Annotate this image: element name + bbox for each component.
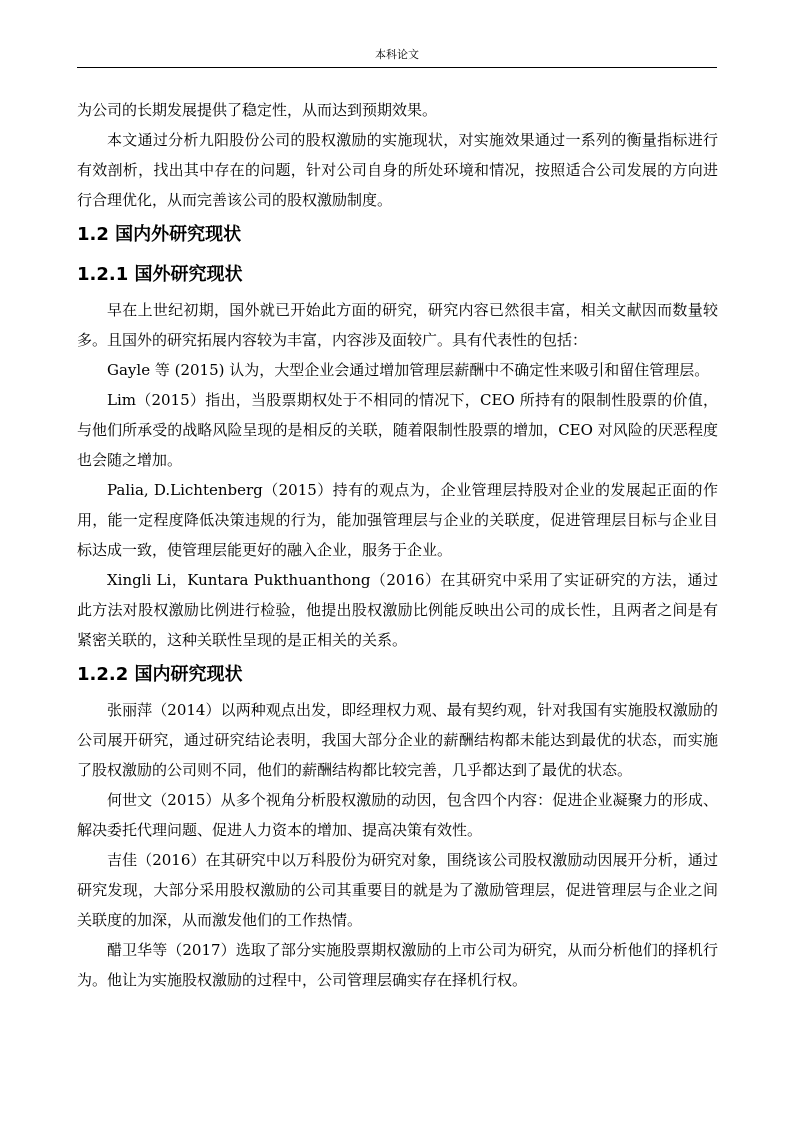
paragraph: Lim（2015）指出，当股票期权处于不相同的情况下，CEO 所持有的限制性股票的价值，与他们所承受的战略风险呈现的是相反的关联，随着限制性股票的增加，CEO 对风险的厌恶程度也会随之增加。 bbox=[77, 391, 718, 469]
document-body bbox=[77, 95, 718, 995]
paragraph: 醋卫华等（2017）选取了部分实施股票期权激励的上市公司为研究，从而分析他们的择机行为。他让为实施股权激励的过程中，公司管理层确实存在择机行权。 bbox=[77, 941, 718, 989]
paragraph: 吉佳（2016）在其研究中以万科股份为研究对象，围绕该公司股权激励动因展开分析，通过研究发现，大部分采用股权激励的公司其重要目的就是为了激励管理层，促进管理层与企业之间关联度的加深，从而激发他们的工作热情。 bbox=[77, 851, 718, 929]
paragraph: Xingli Li，Kuntara Pukthuanthong（2016）在其研究中采用了实证研究的方法，通过此方法对股权激励比例进行检验，他提出股权激励比例能反映出公司的成长性，且两者之间是有紧密关联的，这种关联性呈现的是正相关的关系。 bbox=[77, 571, 718, 649]
paragraph: 张丽萍（2014）以两种观点出发，即经理权力观、最有契约观，针对我国有实施股权激励的公司展开研究，通过研究结论表明，我国大部分企业的薪酬结构都未能达到最优的状态，而实施了股权激励的公司则不同，他们的薪酬结构都比较完善，几乎都达到了最优的状态。 bbox=[77, 701, 718, 779]
header-rule bbox=[77, 67, 717, 68]
paragraph: 早在上世纪初期，国外就已开始此方面的研究，研究内容已然很丰富，相关文献因而数量较多。且国外的研究拓展内容较为丰富，内容涉及面较广。具有代表性的包括： bbox=[77, 301, 718, 349]
paragraph: 本文通过分析九阳股份公司的股权激励的实施现状，对实施效果通过一系列的衡量指标进行有效剖析，找出其中存在的问题，针对公司自身的所处环境和情况，按照适合公司发展的方向进行合理优化，从而完善该公司的股权激励制度。 bbox=[77, 131, 718, 209]
section-heading: 1.2 国内外研究现状 bbox=[77, 224, 242, 245]
paragraph: Gayle 等 (2015) 认为，大型企业会通过增加管理层薪酬中不确定性来吸引和留住管理层。 bbox=[107, 361, 710, 379]
paragraph: 为公司的长期发展提供了稳定性，从而达到预期效果。 bbox=[77, 101, 438, 119]
paragraph: Palia, D.Lichtenberg（2015）持有的观点为，企业管理层持股对企业的发展起正面的作用，能一定程度降低决策违规的行为，能加强管理层与企业的关联度，促进管理层目标与企业目标达成一致，使管理层能更好的融入企业，服务于企业。 bbox=[77, 481, 718, 559]
paragraph: 何世文（2015）从多个视角分析股权激励的动因，包含四个内容：促进企业凝聚力的形成、解决委托代理问题、促进人力资本的增加、提高决策有效性。 bbox=[77, 791, 718, 839]
running-header: 本科论文 bbox=[375, 48, 419, 61]
subsection-heading: 1.2.2 国内研究现状 bbox=[77, 664, 243, 685]
subsection-heading: 1.2.1 国外研究现状 bbox=[77, 264, 243, 285]
